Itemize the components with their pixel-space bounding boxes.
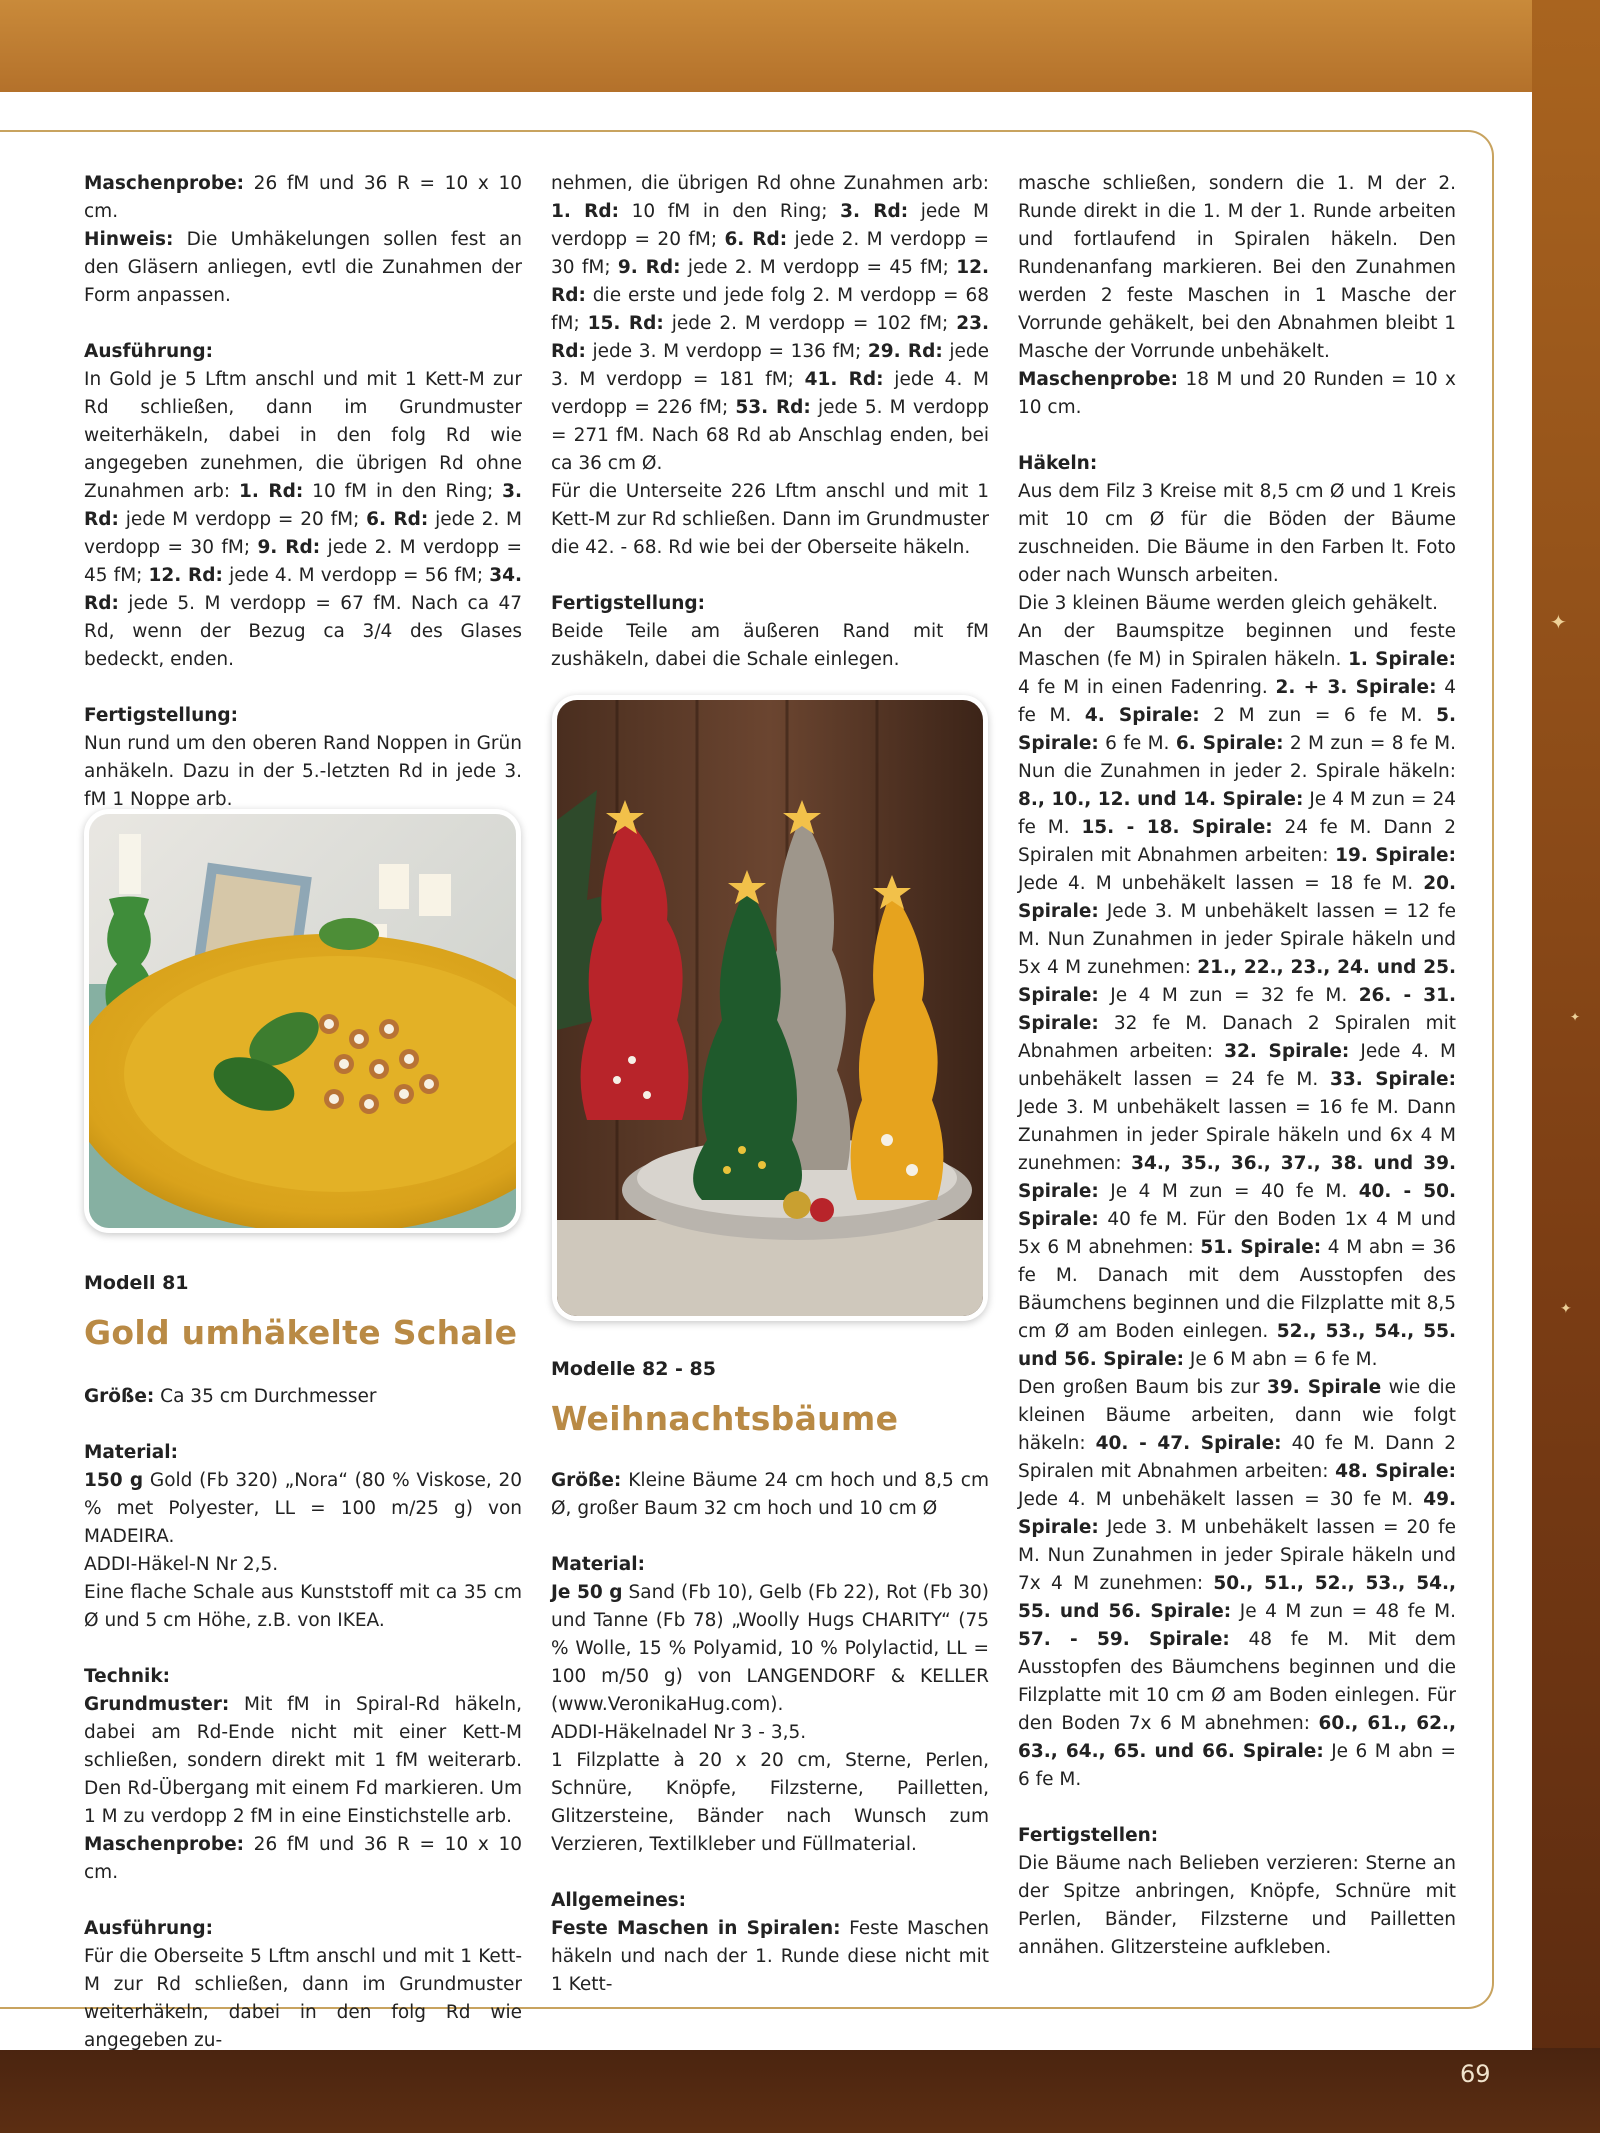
material-text: Material: Je 50 g Sand (Fb 10), Gelb (Fb 22), Rot (Fb 30) und Tanne (Fb 78) „Woolly Hugs CHARITY“ (75 % Wolle, 15 % Polyamid, 10 % Polylactid, LL = 100 m/50 g) von LANGENDORF & KELLER (www.VeronikaHug.com). ADDI-Häkelnadel Nr 3 - 3,5. 1 Filzplatte à 20 x 20 cm, Sterne, Perlen, Schnüre, Knöpfe, Filzsterne, Pailletten, Glitzersteine, Bänder nach Wunsch zum Verzieren, Textilkleber und Füllmaterial. [551, 1554, 989, 1855]
sparkle-icon: ✦ [1560, 1300, 1572, 1316]
page-number: 69 [1460, 2060, 1491, 2088]
finishing-text: Fertigstellen: Die Bäume nach Belieben verzieren: Sterne an der Spitze anbringen, Knöpfe, Schnüre mit Perlen, Bänder, Filzsterne und Pailletten annähen. Glitzersteine aufkleben. [1018, 1825, 1456, 1958]
photo-christmas-trees [557, 700, 983, 1316]
column-3 [1018, 170, 1456, 1962]
general-text: Allgemeines: Feste Maschen in Spiralen: Feste Maschen häkeln und nach der 1. Runde diese nicht mit 1 Kett- [551, 1890, 989, 1995]
model-82-85-title: Weihnachtsbäume [551, 1399, 899, 1438]
column-1 [84, 170, 522, 814]
background-top [0, 0, 1600, 95]
gauge-text: Maschenprobe: 26 fM und 36 R = 10 x 10 cm. [84, 173, 522, 222]
gold-bowl-illustration [89, 814, 516, 1228]
finishing-text: Fertigstellung: Beide Teile am äußeren Rand mit fM zushäkeln, dabei die Schale einlegen. [551, 593, 989, 670]
spiral-text: masche schließen, sondern die 1. M der 2. Runde direkt in die 1. M der 1. Runde arbeiten und fortlaufend in Spiralen häkeln. Den Rundenanfang markieren. Bei den Zunahmen werden 2 feste Maschen in 1 Masche der Vorrunde gehäkelt, bei den Abnahmen bleibt 1 Masche der Vorrunde unbehäkelt. Maschenprobe: 18 M und 20 Runden = 10 x 10 cm. [1018, 173, 1456, 418]
material-text: Material: 150 g Gold (Fb 320) „Nora“ (80 % Viskose, 20 % met Polyester, LL = 100 m/25 g) von MADEIRA. ADDI-Häkel-N Nr 2,5. Eine flache Schale aus Kunststoff mit ca 35 cm Ø und 5 cm Höhe, z.B. von IKEA. [84, 1442, 522, 1631]
background-bottom [0, 2048, 1600, 2133]
technique-text: Technik: Grundmuster: Mit fM in Spiral-Rd häkeln, dabei am Rd-Ende nicht mit einer Kett-M schließen, sondern direkt mit 1 fM weiterarb. Den Rd-Übergang mit einem Fd markieren. Um 1 M zu verdopp 2 fM in eine Einstichstelle arb. Maschenprobe: 26 fM und 36 R = 10 x 10 cm. [84, 1666, 522, 1883]
finishing-text: Fertigstellung: Nun rund um den oberen Rand Noppen in Grün anhäkeln. Dazu in der 5.-letzten Rd in jede 3. fM 1 Noppe arb. [84, 705, 522, 810]
christmas-trees-illustration [557, 700, 983, 1316]
sparkle-icon: ✦ [1550, 612, 1567, 634]
size-text: Größe: Ca 35 cm Durchmesser [84, 1386, 377, 1407]
crochet-text: Häkeln: Aus dem Filz 3 Kreise mit 8,5 cm Ø und 1 Kreis mit 10 cm Ø für die Böden der Bäume zuschneiden. Die Bäume in den Farben lt. Foto oder nach Wunsch arbeiten. Die 3 kleinen Bäume werden gleich gehäkelt. An der Baumspitze beginnen und feste Maschen (fe M) in Spiralen häkeln. 1. Spirale: 4 fe M in einen Fadenring. 2. + 3. Spirale: 4 fe M. 4. Spirale: 2 M zun = 6 fe M. 5. Spirale: 6 fe M. 6. Spirale: 2 M zun = 8 fe M. Nun die Zunahmen in jeder 2. Spirale häkeln: 8., 10., 12. und 14. Spirale: Je 4 M zun = 24 fe M. 15. - 18. Spirale: 24 fe M. Dann 2 Spiralen mit Abnahmen arbeiten: 19. Spirale: Jede 4. M unbehäkelt lassen = 18 fe M. 20. Spirale: Jede 3. M unbehäkelt lassen = 12 fe M. Nun Zunahmen in jeder Spirale häkeln und 5x 4 M zunehmen: 21., 22., 23., 24. und 25. Spirale: Je 4 M zun = 32 fe M. 26. - 31. Spirale: 32 fe M. Danach 2 Spiralen mit Abnahmen arbeiten: 32. Spirale: Jede 4. M unbehäkelt lassen = 24 fe M. 33. Spirale: Jede 3. M unbehäkelt lassen = 16 fe M. Dann Zunahmen in jeder Spirale häkeln und 6x 4 M zunehmen: 34., 35., 36., 37., 38. und 39. Spirale: Je 4 M zun = 40 fe M. 40. - 50. Spirale: 40 fe M. Für den Boden 1x 4 M und 5x 6 M abnehmen: 51. Spirale: 4 M abn = 36 fe M. Danach mit dem Ausstopfen des Bäumchens beginnen und die Filzplatte mit 8,5 cm Ø am Boden einlegen. 52., 53., 54., 55. und 56. Spirale: Je 6 M abn = 6 fe M. Den großen Baum bis zur 39. Spirale wie die kleinen Bäume arbeiten, dann wie folgt häkeln: 40. - 47. Spirale: 40 fe M. Dann 2 Spiralen mit Abnahmen arbeiten: 48. Spirale: Jede 4. M unbehäkelt lassen = 30 fe M. 49. Spirale: Jede 3. M unbehäkelt lassen = 20 fe M. Nun Zunahmen in jeder Spirale häkeln und 7x 4 M zunehmen: 50., 51., 52., 53., 54., 55. und 56. Spirale: Je 4 M zun = 48 fe M. 57. - 59. Spirale: 48 fe M. Mit dem Ausstopfen des Bäumchens beginnen und die Filzplatte mit 10 cm Ø am Boden einlegen. Für den Boden 7x 6 M abnehmen: 60., 61., 62., 63., 64., 65. und 66. Spirale: Je 6 M abn = 6 fe M. [1018, 453, 1457, 1790]
model-82-85-instructions [551, 1467, 989, 1999]
size-text: Größe: Kleine Bäume 24 cm hoch und 8,5 cm Ø, großer Baum 32 cm hoch und 10 cm Ø [551, 1470, 989, 1519]
model-81-title: Gold umhäkelte Schale [84, 1313, 518, 1352]
execution-text: Ausführung: Für die Oberseite 5 Lftm anschl und mit 1 Kett-M zur Rd schließen, dann im Grundmuster weiterhäkeln, dabei in den folg Rd wie angegeben zu- [84, 1918, 522, 2051]
model-81-number: Modell 81 [84, 1272, 189, 1294]
background-right [1532, 0, 1600, 2133]
photo-gold-bowl [89, 814, 516, 1228]
column-2 [551, 170, 989, 674]
execution-text: Ausführung: In Gold je 5 Lftm anschl und mit 1 Kett-M zur Rd schließen, dann im Grundmuster weiterhäkeln, dabei in den folg Rd wie angegeben zunehmen, die übrigen Rd ohne Zunahmen arb: 1. Rd: 10 fM in den Ring; 3. Rd: jede M verdopp = 20 fM; 6. Rd: jede 2. M verdopp = 30 fM; 9. Rd: jede 2. M verdopp = 45 fM; 12. Rd: jede 4. M verdopp = 56 fM; 34. Rd: jede 5. M verdopp = 67 fM. Nach ca 47 Rd, wenn der Bezug ca 3/4 des Glases bedeckt, enden. [84, 341, 523, 670]
note-text: Hinweis: Die Umhäkelungen sollen fest an den Gläsern anliegen, evtl die Zunahmen der Form anpassen. [84, 229, 522, 306]
rounds-text: nehmen, die übrigen Rd ohne Zunahmen arb: 1. Rd: 10 fM in den Ring; 3. Rd: jede M verdopp = 20 fM; 6. Rd: jede 2. M verdopp = 30 fM; 9. Rd: jede 2. M verdopp = 45 fM; 12. Rd: die erste und jede folg 2. M verdopp = 68 fM; 15. Rd: jede 2. M verdopp = 102 fM; 23. Rd: jede 3. M verdopp = 136 fM; 29. Rd: jede 3. M verdopp = 181 fM; 41. Rd: jede 4. M verdopp = 226 fM; 53. Rd: jede 5. M verdopp = 271 fM. Nach 68 Rd ab Anschlag enden, bei ca 36 cm Ø. [551, 173, 990, 474]
underside-text: Für die Unterseite 226 Lftm anschl und mit 1 Kett-M zur Rd schließen. Dann im Grundmuster die 42. - 68. Rd wie bei der Oberseite häkeln. [551, 481, 989, 558]
model-82-85-number: Modelle 82 - 85 [551, 1358, 716, 1380]
sparkle-icon: ✦ [1570, 1010, 1581, 1024]
model-81-instructions [84, 1383, 522, 2055]
